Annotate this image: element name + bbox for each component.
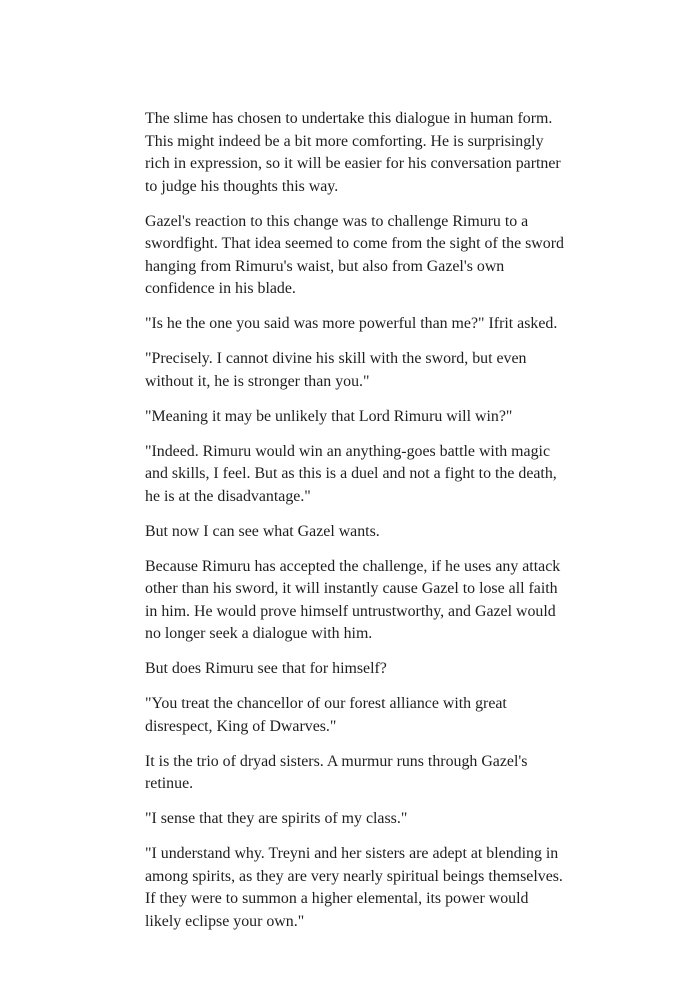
paragraph-11: It is the trio of dryad sisters. A murmur runs through Gazel's retinue. xyxy=(145,752,528,792)
book-page-text xyxy=(145,108,565,946)
paragraph-4: "Precisely. I cannot divine his skill with the sword, but even without it, he is stronger than you." xyxy=(145,350,527,390)
paragraph-2: Gazel's reaction to this change was to challenge Rimuru to a swordfight. That idea seemed to come from the sight of the sword hanging from Rimuru's waist, but also from Gazel's own confidence in his blade. xyxy=(145,212,564,297)
paragraph-12: "I sense that they are spirits of my class." xyxy=(145,810,408,827)
paragraph-9: But does Rimuru see that for himself? xyxy=(145,660,387,677)
paragraph-7: But now I can see what Gazel wants. xyxy=(145,522,380,540)
paragraph-3: "Is he the one you said was more powerful than me?" Ifrit asked. xyxy=(145,315,558,332)
paragraph-13: "I understand why. Treyni and her sisters are adept at blending in among spirits, as they are very nearly spiritual beings themselves. If they were to summon a higher elemental, its power would likely eclipse your own." xyxy=(145,845,563,930)
paragraph-8: Because Rimuru has accepted the challenge, if he uses any attack other than his sword, it will instantly cause Gazel to lose all faith in him. He would prove himself untrustworthy, and Gazel would no longer seek a dialogue with him. xyxy=(145,557,561,642)
paragraph-10: "You treat the chancellor of our forest alliance with great disrespect, King of Dwarves." xyxy=(145,695,507,735)
paragraph-6: "Indeed. Rimuru would win an anything-goes battle with magic and skills, I feel. But as this is a duel and not a fight to the death, he is at the disadvantage." xyxy=(145,442,557,505)
paragraph-5: "Meaning it may be unlikely that Lord Rimuru will win?" xyxy=(145,407,513,425)
paragraph-1: The slime has chosen to undertake this dialogue in human form. This might indeed be a bit more comforting. He is surprisingly rich in expression, so it will be easier for his conversation partner to judge his thoughts this way. xyxy=(145,110,561,195)
